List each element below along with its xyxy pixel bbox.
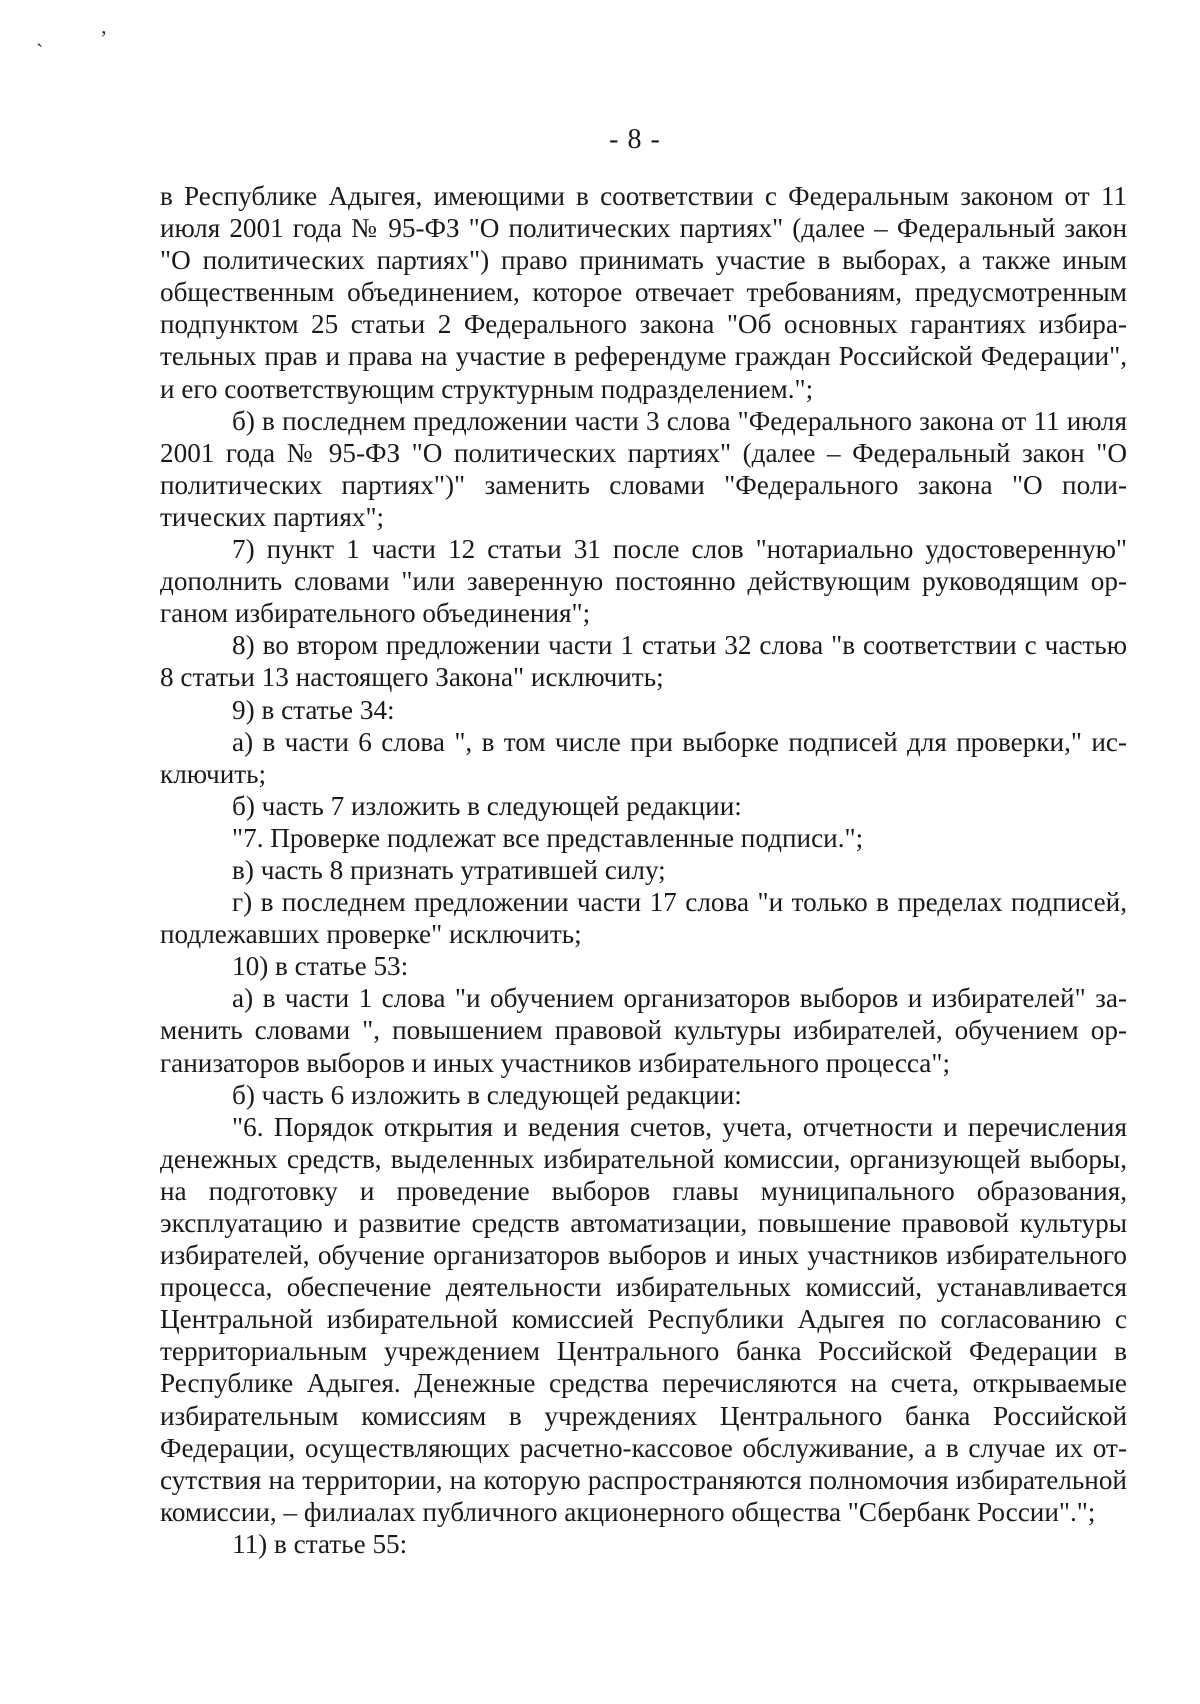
paragraph-item-9g: г) в последнем предложении части 17 слова "и только в пределах подписей, подлежавших проверке" исключить;: [160, 887, 1127, 950]
paragraph-item-10: 10) в статье 53:: [232, 951, 409, 982]
paragraph-item-9a: а) в части 6 слова ", в том числе при выборке подписей для проверки," исключить;: [160, 726, 1127, 789]
paragraph-item-10b-quote: "6. Порядок открытия и ведения счетов, учета, отчетности и перечисления денежных средств, выделенных избирательной комиссии, организующей выборы, на подготовку и проведение выборов главы муниципального образования, эксплуатацию и развитие средств автоматизации, повышение правовой культуры избирателей, обучение организаторов выборов и иных участников избирательного процесса, обеспечение деятельности избирательных комиссий, устанавливается Центральной избирательной комиссией Республики Адыгея по согласованию с территориальным учреждением Центрального банка Российской Федерации в Республике Адыгея. Денежные средства перечисляются на счета, открываемые избирательным комиссиям в учреждениях Центрального банка Российской Федерации, осуществляющих расчетно-кассовое обслуживание, а в случае их отсутствия на территории, на которую распространяются полномочия избирательной комиссии, – филиалах публичного акционерного общества "Сбербанк России".";: [160, 1111, 1127, 1527]
paragraph-item-7: 7) пункт 1 части 12 статьи 31 после слов "нотариально удостоверенную" дополнить словами "или заверенную постоянно действующим руководящим органом избирательного объединения";: [160, 534, 1127, 629]
paragraph-item-9: 9) в статье 34:: [232, 694, 395, 725]
page-number: - 8 -: [609, 124, 661, 155]
paragraph-continuation: в Республике Адыгея, имеющими в соответствии с Федеральным законом от 11 июля 2001 года № 95-ФЗ "О политических партиях" (далее – Федеральный закон "О политических партиях") право принимать участие в выборах, а также иным общественным объединением, которое отвечает требованиям, предусмотренным подпунктом 25 статьи 2 Федерального закона "Об основных гарантиях избирательных прав и права на участие в референдуме граждан Российской Федерации", и его соответствующим структурным подразделением.";: [160, 181, 1127, 404]
paragraph-item-11: 11) в статье 55:: [232, 1528, 408, 1559]
paragraph-item-10a: а) в части 1 слова "и обучением организаторов выборов и избирателей" заменить словами ", повышением правовой культуры избирателей, обучением организаторов выборов и иных участников избирательного процесса";: [160, 983, 1127, 1078]
document-body: [160, 180, 1127, 1560]
paragraph-item-8: 8) во втором предложении части 1 статьи 32 слова "в соответствии с частью 8 статьи 13 настоящего Закона" исключить;: [160, 630, 1127, 693]
scan-speck: ˎ: [36, 22, 44, 47]
paragraph-item-9b-quote: "7. Проверке подлежат все представленные подписи.";: [232, 822, 864, 853]
paragraph-item-9v: в) часть 8 признать утратившей силу;: [232, 854, 666, 885]
paragraph-item-10b: б) часть 6 изложить в следующей редакции:: [232, 1079, 742, 1110]
scan-speck: ʼ: [100, 26, 108, 51]
paragraph-item-9b: б) часть 7 изложить в следующей редакции:: [232, 790, 742, 821]
paragraph-subitem-b-part3: б) в последнем предложении части 3 слова "Федерального закона от 11 июля 2001 года № 95-ФЗ "О политических партиях" (далее – Федеральный закон "О политических партиях")" заменить словами "Федерального закона "О политических партиях";: [160, 405, 1127, 532]
